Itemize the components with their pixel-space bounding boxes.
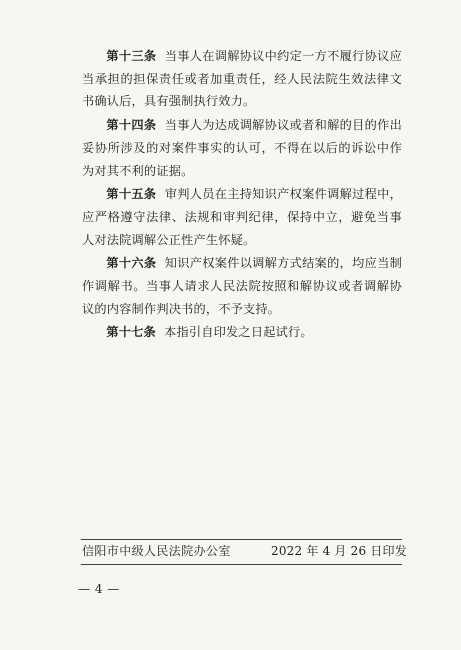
article-14 [82,114,402,182]
article-16 [82,252,402,320]
article-text: 当事人为达成调解协议或者和解的目的作出妥协所涉及的对案件事实的认可，不得在以后的诉讼中作为对其不利的证据。 [82,118,402,178]
issuer-text: 信阳市中级人民法院办公室 [82,544,231,558]
article-heading: 第十三条 [106,49,157,63]
article-text: 知识产权案件以调解方式结案的，均应当制作调解书。当事人请求人民法院按照和解协议或者调解协议的内容制作判决书的，不予支持。 [82,256,402,316]
article-heading: 第十七条 [106,325,156,340]
article-13 [82,45,402,113]
issue-date: 2022 年 4 月 26 日印发 [271,544,407,558]
article-heading: 第十六条 [106,256,157,271]
page-number: — 4 — [78,582,120,596]
article-text: 本指引自印发之日起试行。 [164,325,313,340]
article-text: 当事人在调解协议中约定一方不履行协议应当承担的担保责任或者加重责任，经人民法院生效法律文书确认后，具有强制执行效力。 [82,49,402,109]
document-body [82,45,402,345]
article-heading: 第十五条 [106,187,157,202]
article-15 [82,183,402,251]
article-17 [82,321,402,344]
footer-bottom-rule [81,564,402,565]
article-heading: 第十四条 [106,118,157,133]
article-text: 审判人员在主持知识产权案件调解过程中，应严格遵守法律、法规和审判纪律，保持中立，避免当事人对法院调解公正性产生怀疑。 [82,187,402,247]
footer-top-rule [81,539,402,540]
